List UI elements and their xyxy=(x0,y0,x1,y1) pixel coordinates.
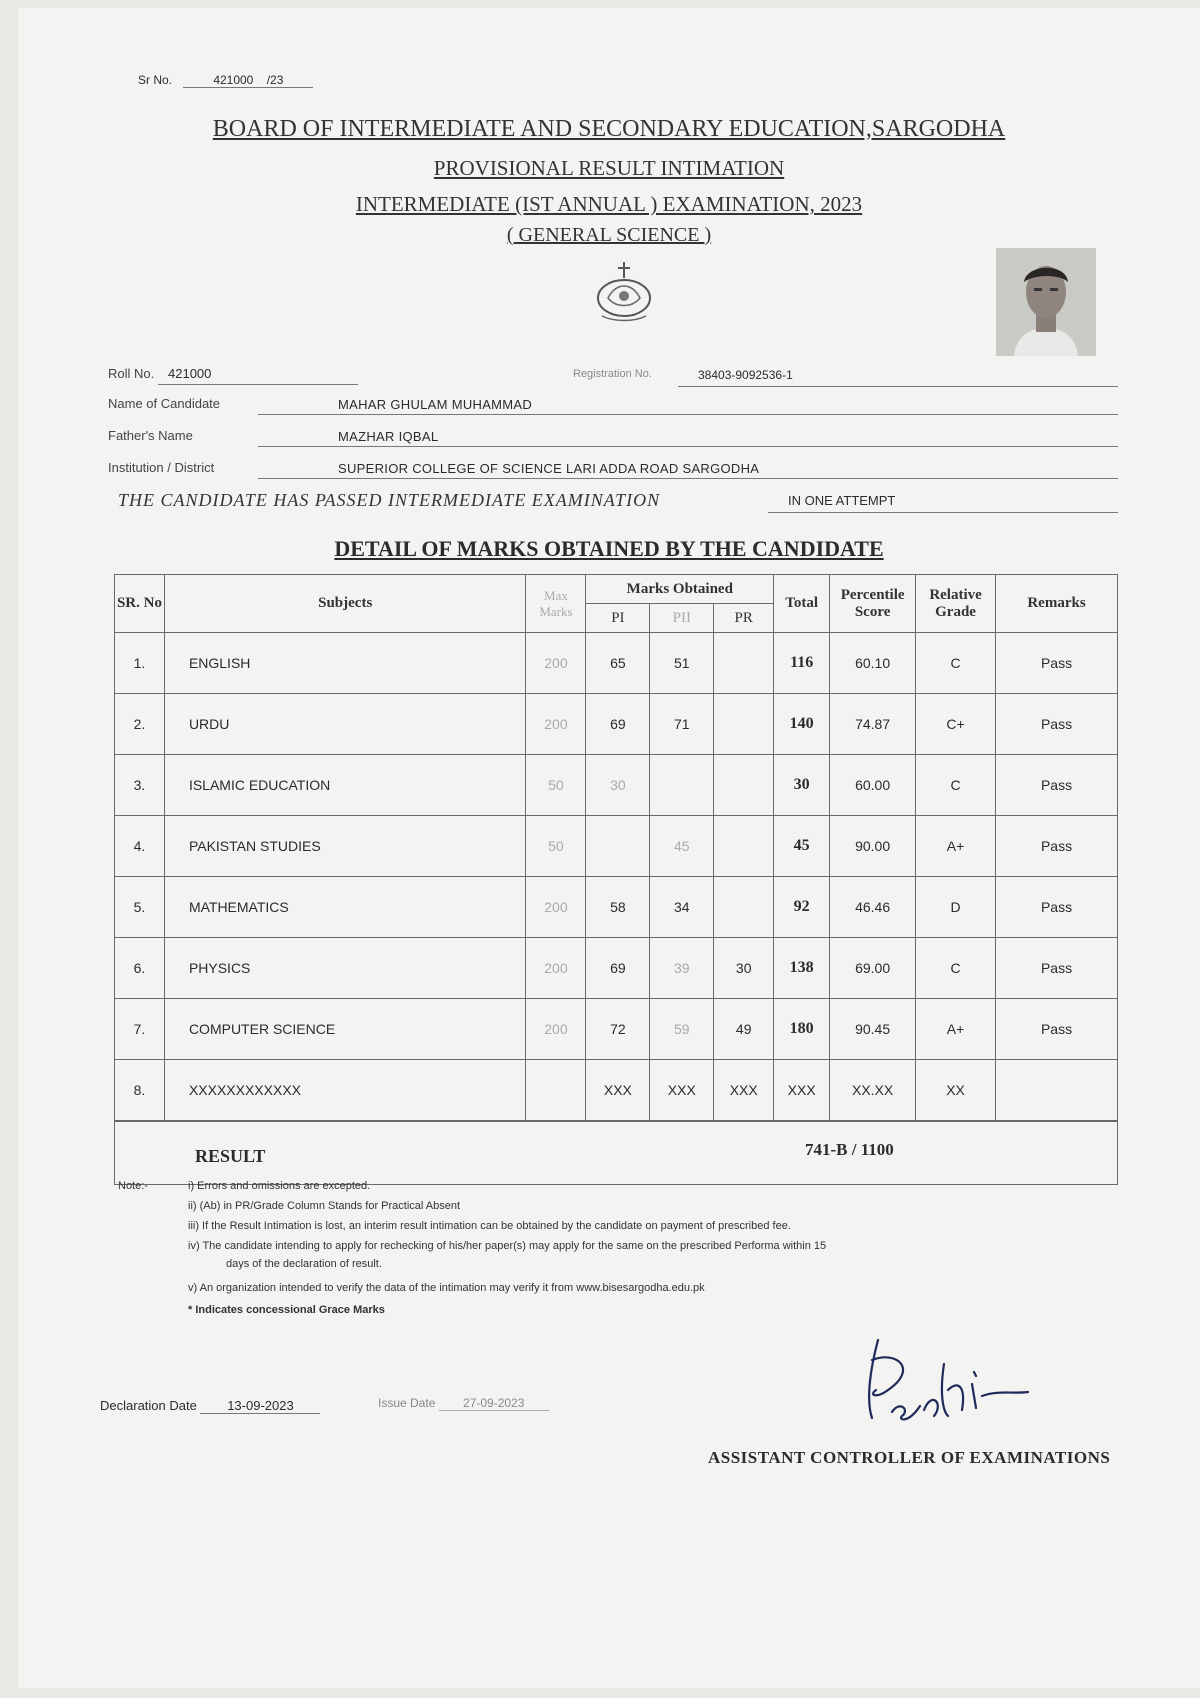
roll-no-label: Roll No. xyxy=(108,366,155,381)
row-max xyxy=(526,1060,586,1122)
issue-label: Issue Date xyxy=(378,1396,436,1410)
result-card xyxy=(18,8,1200,1688)
col-grade: Relative Grade xyxy=(916,575,996,633)
row-p1: XXX xyxy=(586,1060,650,1122)
row-p2 xyxy=(650,755,714,816)
row-sr: 3. xyxy=(115,755,165,816)
note-item: ii) (Ab) in PR/Grade Column Stands for Practical Absent xyxy=(188,1200,461,1212)
row-grade: XX xyxy=(916,1060,996,1122)
table-row xyxy=(115,816,1118,877)
col-subjects: Subjects xyxy=(164,575,526,633)
signatory-title: ASSISTANT CONTROLLER OF EXAMINATIONS xyxy=(708,1448,1111,1467)
row-p1: 30 xyxy=(586,755,650,816)
board-emblem-icon xyxy=(588,256,660,328)
row-grade: C xyxy=(916,633,996,694)
sr-no-suffix: /23 xyxy=(266,73,284,87)
declaration-label: Declaration Date xyxy=(100,1398,197,1413)
row-remarks xyxy=(996,1060,1118,1122)
result-value: 741-B / 1100 xyxy=(805,1140,894,1159)
candidate-name-label: Name of Candidate xyxy=(108,396,221,411)
row-percentile: 60.10 xyxy=(830,633,916,694)
table-row xyxy=(115,877,1118,938)
row-subject: ISLAMIC EDUCATION xyxy=(164,755,526,816)
row-p2: 51 xyxy=(650,633,714,694)
row-max: 50 xyxy=(526,755,586,816)
row-grade: C xyxy=(916,755,996,816)
row-total: 30 xyxy=(774,755,830,816)
candidate-name-line xyxy=(258,414,1118,415)
row-remarks: Pass xyxy=(996,694,1118,755)
row-subject: MATHEMATICS xyxy=(164,877,526,938)
row-total: 92 xyxy=(774,877,830,938)
row-p2: 71 xyxy=(650,694,714,755)
candidate-photo xyxy=(996,248,1096,356)
row-total: XXX xyxy=(774,1060,830,1122)
col-max-marks: Max Marks xyxy=(526,575,586,633)
father-name-line xyxy=(258,446,1118,447)
row-remarks: Pass xyxy=(996,999,1118,1060)
row-pr xyxy=(714,877,774,938)
row-grade: A+ xyxy=(916,999,996,1060)
row-subject: PHYSICS xyxy=(164,938,526,999)
row-pr: 30 xyxy=(714,938,774,999)
row-subject: PAKISTAN STUDIES xyxy=(164,816,526,877)
signature-icon xyxy=(848,1320,1048,1430)
row-max: 50 xyxy=(526,816,586,877)
col-part-1: PI xyxy=(586,604,650,633)
father-name-label: Father's Name xyxy=(108,428,193,443)
table-row xyxy=(115,999,1118,1060)
row-sr: 2. xyxy=(115,694,165,755)
row-pr xyxy=(714,816,774,877)
row-pr xyxy=(714,694,774,755)
sr-no-label: Sr No. xyxy=(138,73,173,87)
row-p2: XXX xyxy=(650,1060,714,1122)
col-sr: SR. No xyxy=(115,575,165,633)
row-max: 200 xyxy=(526,938,586,999)
row-max: 200 xyxy=(526,694,586,755)
col-practical: PR xyxy=(714,604,774,633)
attempt-line xyxy=(768,512,1118,513)
table-row xyxy=(115,633,1118,694)
row-grade: C xyxy=(916,938,996,999)
exam-title: INTERMEDIATE (IST ANNUAL ) EXAMINATION, 2023 xyxy=(355,192,863,216)
col-percentile: Percentile Score xyxy=(830,575,916,633)
institution-value: SUPERIOR COLLEGE OF SCIENCE LARI ADDA ROAD SARGODHA xyxy=(338,461,760,476)
registration-label: Registration No. xyxy=(573,368,652,380)
row-pr: XXX xyxy=(714,1060,774,1122)
roll-no-value: 421000 xyxy=(168,366,212,381)
declaration-value: 13-09-2023 xyxy=(200,1398,320,1414)
result-cell xyxy=(115,1121,1118,1185)
row-sr: 5. xyxy=(115,877,165,938)
row-remarks: Pass xyxy=(996,877,1118,938)
marks-section-title: DETAIL OF MARKS OBTAINED BY THE CANDIDATE xyxy=(334,536,884,561)
row-remarks: Pass xyxy=(996,938,1118,999)
row-grade: C+ xyxy=(916,694,996,755)
registration-value: 38403-9092536-1 xyxy=(698,368,793,382)
table-row xyxy=(115,1060,1118,1122)
row-total: 116 xyxy=(774,633,830,694)
sr-no-number: 421000 xyxy=(213,73,254,87)
document-title: PROVISIONAL RESULT INTIMATION xyxy=(433,156,785,180)
row-remarks: Pass xyxy=(996,633,1118,694)
row-pr xyxy=(714,755,774,816)
row-total: 140 xyxy=(774,694,830,755)
table-row xyxy=(115,938,1118,999)
row-p2: 34 xyxy=(650,877,714,938)
row-pr: 49 xyxy=(714,999,774,1060)
marks-header-row xyxy=(115,575,1118,604)
marks-table xyxy=(114,574,1118,1185)
table-row xyxy=(115,694,1118,755)
row-total: 180 xyxy=(774,999,830,1060)
row-percentile: 69.00 xyxy=(830,938,916,999)
row-p2: 45 xyxy=(650,816,714,877)
row-p1: 72 xyxy=(586,999,650,1060)
issue-value: 27-09-2023 xyxy=(439,1396,549,1411)
row-subject: XXXXXXXXXXXX xyxy=(164,1060,526,1122)
row-grade: A+ xyxy=(916,816,996,877)
note-item: iii) If the Result Intimation is lost, an interim result intimation can be obtained by the candidate on payment of prescribed fee. xyxy=(188,1220,791,1232)
row-percentile: 46.46 xyxy=(830,877,916,938)
issue-date xyxy=(378,1396,549,1411)
col-remarks: Remarks xyxy=(996,575,1118,633)
row-p2: 39 xyxy=(650,938,714,999)
col-total: Total xyxy=(774,575,830,633)
result-label: RESULT xyxy=(195,1146,266,1166)
note-item: v) An organization intended to verify the data of the intimation may verify it from www.bisesargodha.edu.pk xyxy=(188,1282,705,1294)
notes-label: Note:- xyxy=(118,1180,148,1192)
row-p1: 69 xyxy=(586,694,650,755)
row-remarks: Pass xyxy=(996,755,1118,816)
row-remarks: Pass xyxy=(996,816,1118,877)
row-pr xyxy=(714,633,774,694)
result-row xyxy=(115,1121,1118,1185)
row-total: 138 xyxy=(774,938,830,999)
attempt-value: IN ONE ATTEMPT xyxy=(788,493,896,508)
col-marks-obtained: Marks Obtained xyxy=(586,575,774,604)
row-max: 200 xyxy=(526,999,586,1060)
declaration-date xyxy=(100,1398,320,1414)
group-title: ( GENERAL SCIENCE ) xyxy=(506,224,712,246)
row-p2: 59 xyxy=(650,999,714,1060)
row-p1: 69 xyxy=(586,938,650,999)
note-item: iv) The candidate intending to apply for rechecking of his/her paper(s) may apply for the same on the prescribed Performa within 15 xyxy=(188,1240,827,1252)
row-sr: 1. xyxy=(115,633,165,694)
row-percentile: 90.45 xyxy=(830,999,916,1060)
sr-no-value xyxy=(183,73,313,88)
row-p1 xyxy=(586,816,650,877)
row-percentile: 90.00 xyxy=(830,816,916,877)
candidate-name-value: MAHAR GHULAM MUHAMMAD xyxy=(338,397,533,412)
row-sr: 6. xyxy=(115,938,165,999)
board-title: BOARD OF INTERMEDIATE AND SECONDARY EDUCATION,SARGODHA xyxy=(212,116,1006,142)
table-row xyxy=(115,755,1118,816)
row-percentile: XX.XX xyxy=(830,1060,916,1122)
note-item: * Indicates concessional Grace Marks xyxy=(188,1304,385,1316)
note-item: days of the declaration of result. xyxy=(226,1258,382,1270)
roll-no-line xyxy=(158,384,358,385)
serial-number xyxy=(138,73,313,88)
row-sr: 8. xyxy=(115,1060,165,1122)
father-name-value: MAZHAR IQBAL xyxy=(338,429,439,444)
registration-line xyxy=(678,386,1118,387)
row-sr: 4. xyxy=(115,816,165,877)
note-item: i) Errors and omissions are excepted. xyxy=(188,1180,371,1192)
institution-label: Institution / District xyxy=(108,460,215,475)
row-grade: D xyxy=(916,877,996,938)
row-max: 200 xyxy=(526,633,586,694)
row-max: 200 xyxy=(526,877,586,938)
row-total: 45 xyxy=(774,816,830,877)
row-subject: URDU xyxy=(164,694,526,755)
row-percentile: 74.87 xyxy=(830,694,916,755)
institution-line xyxy=(258,478,1118,479)
row-subject: ENGLISH xyxy=(164,633,526,694)
col-part-2: PII xyxy=(650,604,714,633)
row-subject: COMPUTER SCIENCE xyxy=(164,999,526,1060)
row-p1: 58 xyxy=(586,877,650,938)
row-p1: 65 xyxy=(586,633,650,694)
row-percentile: 60.00 xyxy=(830,755,916,816)
row-sr: 7. xyxy=(115,999,165,1060)
pass-statement: THE CANDIDATE HAS PASSED INTERMEDIATE EXAMINATION xyxy=(118,490,661,510)
